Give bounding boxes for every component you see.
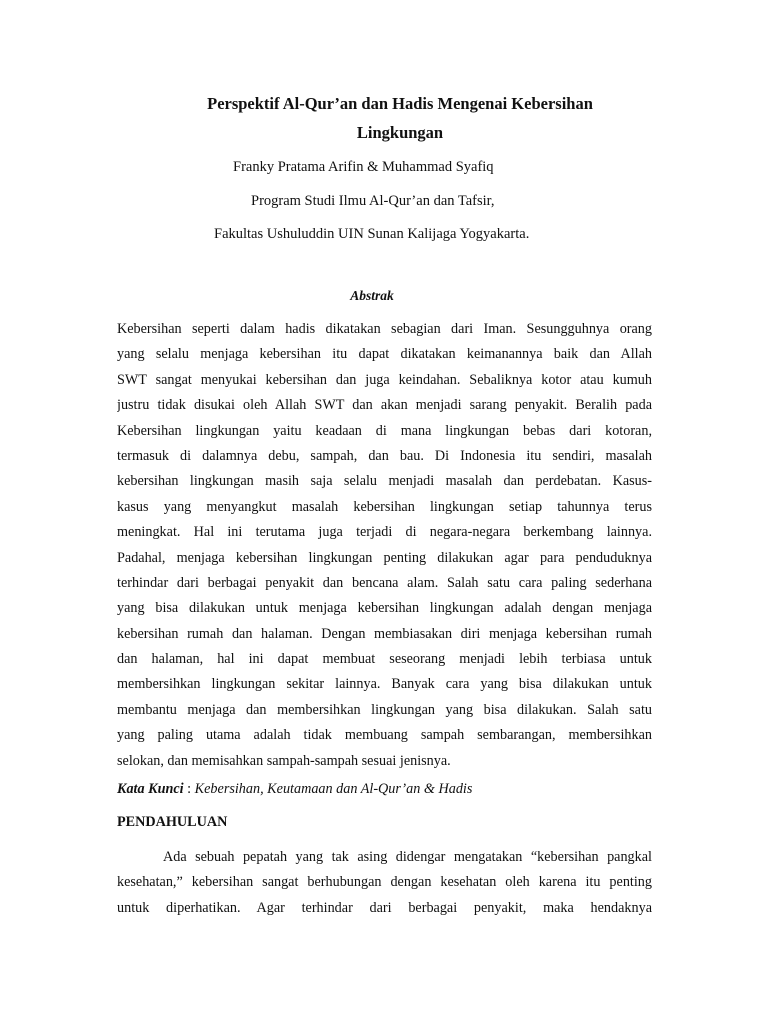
- title-line-1: Perspektif Al-Qur’an dan Hadis Mengenai Kebersihan: [207, 94, 593, 113]
- abstract-heading: Abstrak: [350, 288, 394, 303]
- abstract-line: termasuk di dalamnya debu, sampah, dan bau. Di Indonesia itu sendiri, masalah: [117, 447, 652, 464]
- intro-line: kesehatan,” kebersihan sangat berhubungan dengan kesehatan oleh karena itu penting: [117, 874, 652, 891]
- program: Program Studi Ilmu Al-Qur’an dan Tafsir,: [251, 193, 495, 209]
- abstract-body: [117, 317, 652, 774]
- abstract-line: membantu menjaga dan membersihkan lingkungan yang bisa dilakukan. Salah satu: [117, 701, 652, 718]
- abstract-line: membersihkan lingkungan sekitar lainnya. Banyak cara yang bisa dilakukan untuk: [117, 676, 652, 693]
- intro-body: [117, 845, 652, 921]
- title-line-2: Lingkungan: [356, 123, 444, 142]
- abstract-line: terhindar dari berbagai penyakit dan bencana alam. Salah satu cara paling sederhana: [117, 574, 652, 591]
- abstract-line: meningkat. Hal ini terutama juga terjadi di negara-negara berkembang lainnya.: [117, 524, 652, 541]
- abstract-line: yang selalu menjaga kebersihan itu dapat dikatakan keimanannya baik dan Allah: [117, 346, 652, 363]
- abstract-line: kebersihan rumah dan halaman. Dengan membiasakan diri menjaga kebersihan rumah: [117, 625, 652, 642]
- abstract-line: Padahal, menjaga kebersihan lingkungan penting dilakukan agar para penduduknya: [117, 549, 652, 566]
- abstract-line: selokan, dan memisahkan sampah-sampah sesuai jenisnya.: [117, 752, 451, 769]
- section-heading: PENDAHULUAN: [117, 814, 228, 830]
- authors: Franky Pratama Arifin & Muhammad Syafiq: [233, 159, 494, 175]
- intro-line: Ada sebuah pepatah yang tak asing didengar mengatakan “kebersihan pangkal: [163, 849, 652, 865]
- abstract-line: SWT sangat menyukai kebersihan dan juga keindahan. Sebaliknya kotor atau kumuh: [117, 371, 652, 388]
- abstract-line: justru tidak disukai oleh Allah SWT dan akan menjadi sarang penyakit. Beralih pada: [117, 397, 652, 414]
- abstract-line: yang bisa dilakukan untuk menjaga kebersihan lingkungan adalah dengan menjaga: [117, 600, 652, 617]
- intro-line: untuk diperhatikan. Agar terhindar dari berbagai penyakit, maka hendaknya: [117, 899, 652, 916]
- keywords-label: Kata Kunci: [117, 781, 184, 797]
- faculty: Fakultas Ushuluddin UIN Sunan Kalijaga Yogyakarta.: [214, 226, 530, 242]
- abstract-line: yang paling utama adalah tidak membuang sampah sembarangan, membersihkan: [117, 727, 652, 744]
- abstract-line: Kebersihan lingkungan yaitu keadaan di mana lingkungan bebas dari kotoran,: [117, 422, 652, 439]
- abstract-line: kebersihan lingkungan masih saja selalu menjadi masalah dan perdebatan. Kasus-: [117, 473, 652, 490]
- keywords-separator: :: [183, 781, 195, 797]
- abstract-line: dan halaman, hal ini dapat membuat seseorang menjadi lebih terbiasa untuk: [117, 651, 652, 668]
- abstract-line: Kebersihan seperti dalam hadis dikatakan sebagian dari Iman. Sesungguhnya orang: [117, 321, 652, 337]
- abstract-line: kasus yang menyangkut masalah kebersihan lingkungan setiap tahunnya terus: [117, 498, 652, 515]
- keywords: [117, 781, 472, 798]
- keywords-value: Kebersihan, Keutamaan dan Al-Qur’an & Hadis: [194, 781, 473, 797]
